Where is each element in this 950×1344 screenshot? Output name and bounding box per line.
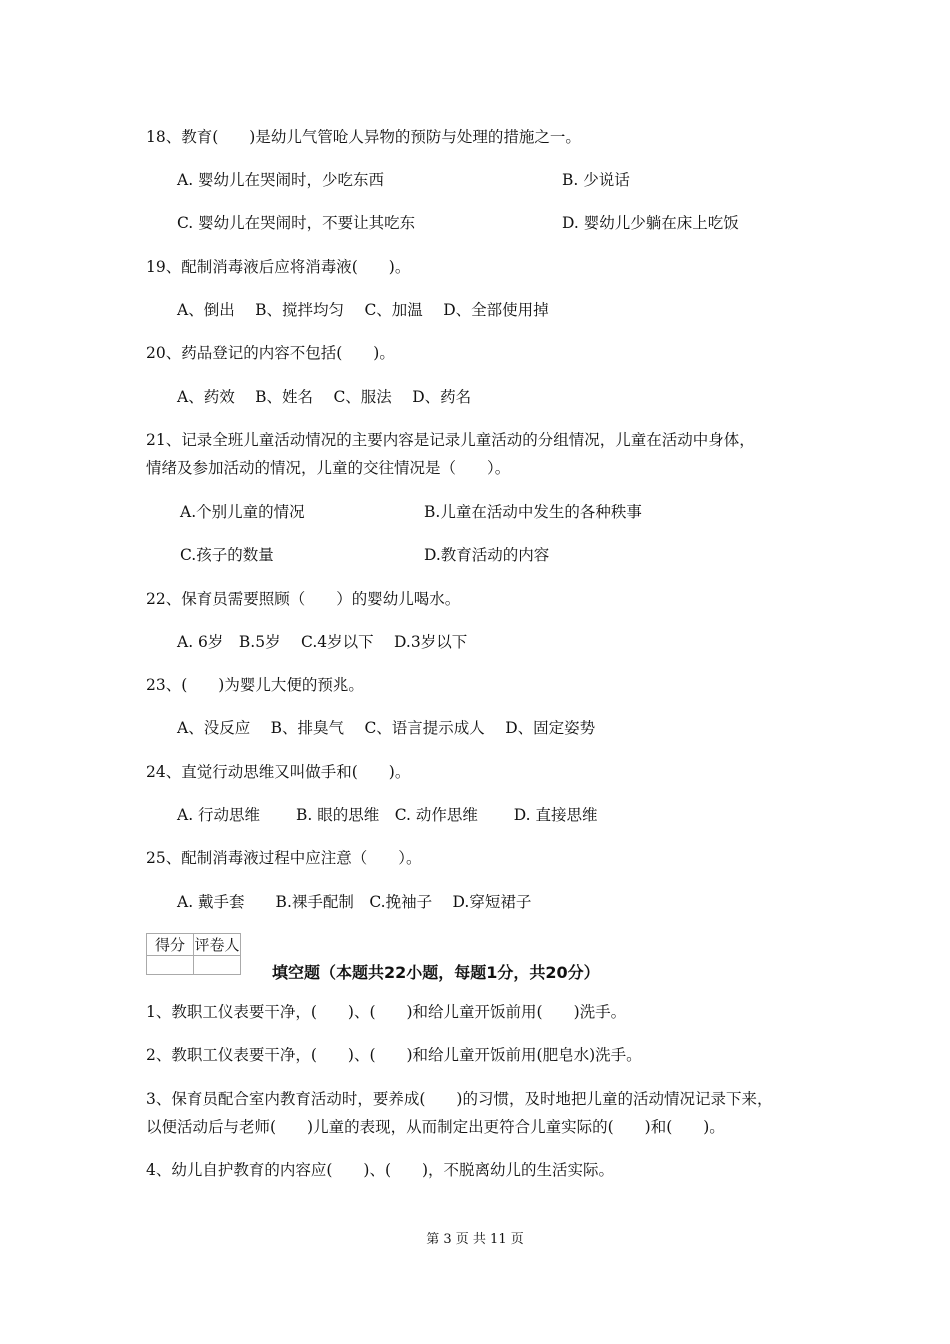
question-19-options: A、倒出 B、搅拌均匀 C、加温 D、全部使用掉 [177,301,549,319]
question-19-stem: 19、配制消毒液后应将消毒液( )。 [146,258,411,276]
question-21-option-c: C.孩子的数量 [180,546,274,564]
question-24-options: A. 行动思维 B. 眼的思维 C. 动作思维 D. 直接思维 [177,806,598,824]
question-24-stem: 24、直觉行动思维又叫做手和( )。 [146,763,411,781]
question-21-option-d: D.教育活动的内容 [424,546,550,564]
question-21-stem-cont: 情绪及参加活动的情况，儿童的交往情况是（ ）。 [146,459,511,477]
fill-blank-3: 3、保育员配合室内教育活动时，要养成( )的习惯，及时地把儿童的活动情况记录下来， [146,1090,773,1108]
question-18-option-a: A. 婴幼儿在哭闹时，少吃东西 [177,171,385,189]
question-18-option-b: B. 少说话 [562,171,630,189]
score-label: 得分 [147,934,194,956]
question-22-options: A. 6岁 B.5岁 C.4岁以下 D.3岁以下 [177,633,468,651]
question-18-option-c: C. 婴幼儿在哭闹时，不要让其吃东 [177,214,416,232]
fill-blank-2: 2、教职工仪表要干净，( )、( )和给儿童开饭前用(肥皂水)洗手。 [146,1046,642,1064]
question-23-options: A、没反应 B、排臭气 C、语言提示成人 D、固定姿势 [177,719,596,737]
question-23-stem: 23、( )为婴儿大便的预兆。 [146,676,364,694]
score-box [146,933,241,975]
question-21-stem: 21、记录全班儿童活动情况的主要内容是记录儿童活动的分组情况，儿童在活动中身体， [146,431,755,449]
question-21-option-b: B.儿童在活动中发生的各种秩事 [424,503,642,521]
question-18-option-d: D. 婴幼儿少躺在床上吃饭 [562,214,739,232]
question-20-options: A、药效 B、姓名 C、服法 D、药名 [177,388,472,406]
fill-blank-1: 1、教职工仪表要干净，( )、( )和给儿童开饭前用( )洗手。 [146,1003,627,1021]
question-25-options: A. 戴手套 B.裸手配制 C.挽袖子 D.穿短裙子 [177,893,532,911]
fill-blank-3-cont: 以便活动后与老师( )儿童的表现，从而制定出更符合儿童实际的( )和( )。 [146,1118,725,1136]
fill-blank-4: 4、幼儿自护教育的内容应( )、( )，不脱离幼儿的生活实际。 [146,1161,615,1179]
section-title: 填空题（本题共22小题，每题1分，共20分） [272,963,600,982]
page-footer: 第 3 页 共 11 页 [426,1232,524,1247]
grader-label: 评卷人 [194,934,241,956]
question-25-stem: 25、配制消毒液过程中应注意（ ）。 [146,849,422,867]
question-18-stem: 18、教育( )是幼儿气管呛人异物的预防与处理的措施之一。 [146,128,581,146]
question-20-stem: 20、药品登记的内容不包括( )。 [146,344,395,362]
question-21-option-a: A.个别儿童的情况 [180,503,305,521]
question-22-stem: 22、保育员需要照顾（ ）的婴幼儿喝水。 [146,590,461,608]
grader-cell [194,956,241,975]
score-cell [147,956,194,975]
